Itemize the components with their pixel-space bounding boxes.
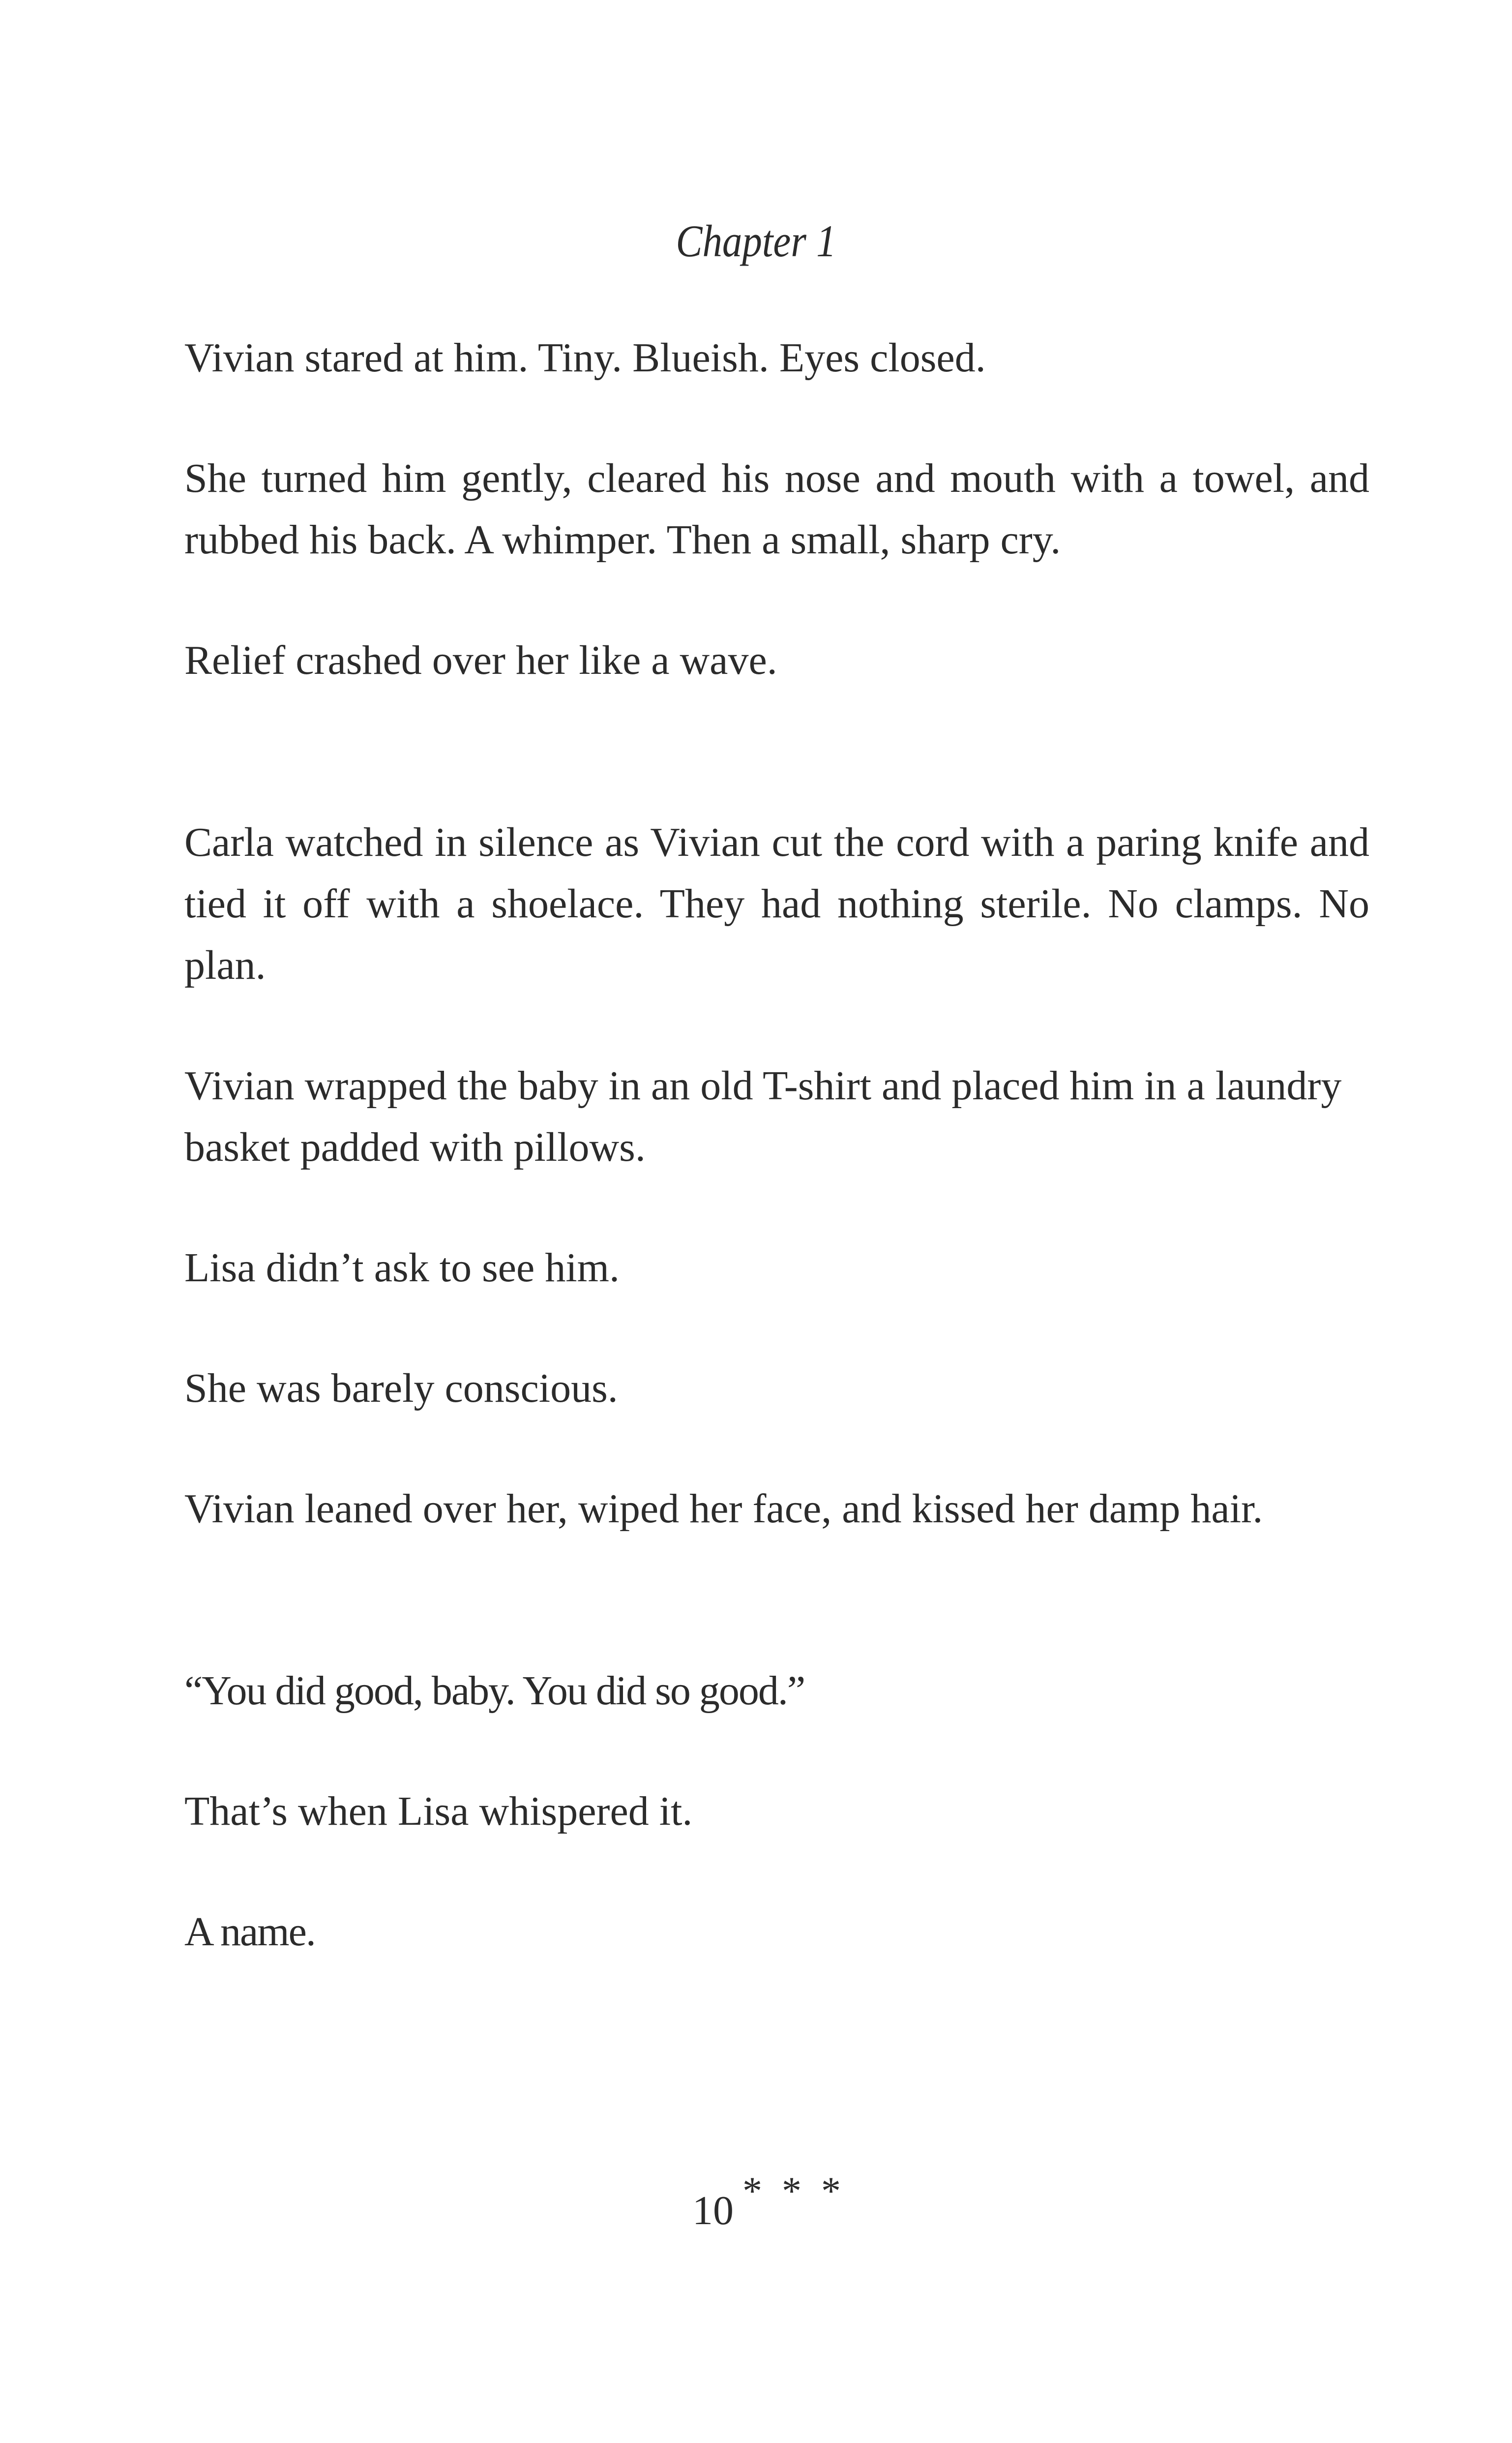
chapter-title: Chapter 1 <box>676 216 836 266</box>
paragraph-7: She was barely conscious. <box>184 1365 618 1411</box>
paragraph-8: Vivian leaned over her, wiped her face, and kissed her damp hair. <box>184 1486 1263 1532</box>
paragraph-1: Vivian stared at him. Tiny. Blueish. Eyes closed. <box>184 335 986 381</box>
paragraph-11: A name. <box>184 1909 315 1955</box>
paragraph-10: That’s when Lisa whispered it. <box>184 1788 693 1834</box>
paragraph-3: Relief crashed over her like a wave. <box>184 637 777 683</box>
page-number: 10 <box>692 2188 734 2233</box>
paragraph-2: She turned him gently, cleared his nose and mouth with a towel, and rubbed his back. A whimper. Then a small, sharp cry. <box>184 455 1369 563</box>
paragraph-5: Vivian wrapped the baby in an old T-shirt and placed him in a laundry basket padded with pillows. <box>184 1063 1342 1170</box>
paragraph-9: “You did good, baby. You did so good.” <box>184 1668 805 1714</box>
scene-break: * * * <box>742 2170 846 2213</box>
paragraph-6: Lisa didn’t ask to see him. <box>184 1245 620 1291</box>
paragraph-4: Carla watched in silence as Vivian cut the cord with a paring knife and tied it off with a shoelace. They had nothing sterile. No clamps. No plan. <box>184 819 1369 988</box>
